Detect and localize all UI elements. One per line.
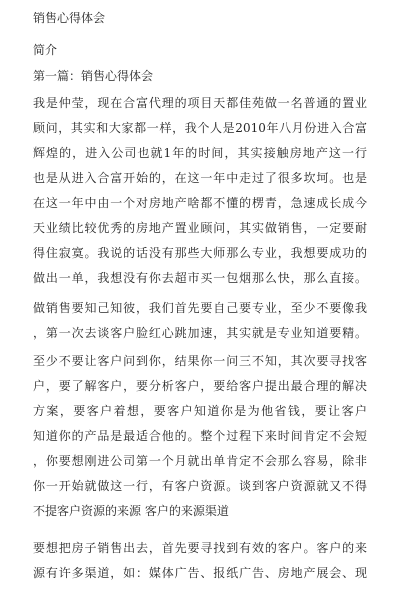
body-line: 辉煌的，进入公司也就1年的时间，其实接触房地产这一行 (33, 146, 367, 160)
document-title: 销售心得体会 (33, 11, 106, 25)
body-line: ，你要想刚进公司第一个月就出单肯定不会那么容易，除非 (33, 454, 367, 468)
body-line: 做出一单，我想没有你去超市买一包烟那么快，那么直接。 (33, 271, 367, 285)
body-line: 你一开始就做这一行，有客户资源。谈到客户资源就又不得 (33, 479, 367, 493)
section-heading: 第一篇：销售心得体会 (33, 69, 154, 83)
body-line: ，第一次去谈客户脸红心跳加速，其实就是专业知道要精。 (33, 326, 367, 340)
body-line: 得住寂寞。我说的话没有那些大师那么专业，我想要成功的 (33, 246, 367, 260)
body-line: 我是仲莹，现在合富代理的项目天都佳苑做一名普通的置业 (33, 96, 367, 110)
body-line: 要想把房子销售出去，首先要寻找到有效的客户。客户的来 (33, 541, 367, 555)
body-line: 源有许多渠道，如：媒体广告、报纸广告、房地产展会、现 (33, 566, 367, 580)
body-line: 户，要了解客户，要分析客户，要给客户提出最合理的解决 (33, 379, 367, 393)
body-line: 也是从进入合富开始的，在这一年中走过了很多坎坷。也是 (33, 171, 367, 185)
body-line: 天业绩比较优秀的房地产置业顾问，其实做销售，一定要耐 (33, 221, 367, 235)
body-line: 至少不要让客户问到你，结果你一问三不知，其次要寻找客 (33, 354, 367, 368)
body-line: 做销售要知己知彼，我们首先要自己要专业，至少不要像我 (33, 301, 367, 315)
document-subtitle: 简介 (33, 43, 58, 57)
body-line: 知道你的产品是最适合他的。整个过程下来时间肯定不会短 (33, 429, 367, 443)
body-line: 顾问，其实和大家都一样，我个人是2010年八月份进入合富 (33, 121, 367, 135)
body-line: 在这一年中由一个对房地产啥都不懂的楞青，急速成长成今 (33, 196, 367, 210)
body-line: 不提客户资源的来源 客户的来源渠道 (33, 504, 229, 518)
body-line: 方案，要客户着想，要客户知道你是为他省钱，要让客户 (33, 404, 367, 418)
